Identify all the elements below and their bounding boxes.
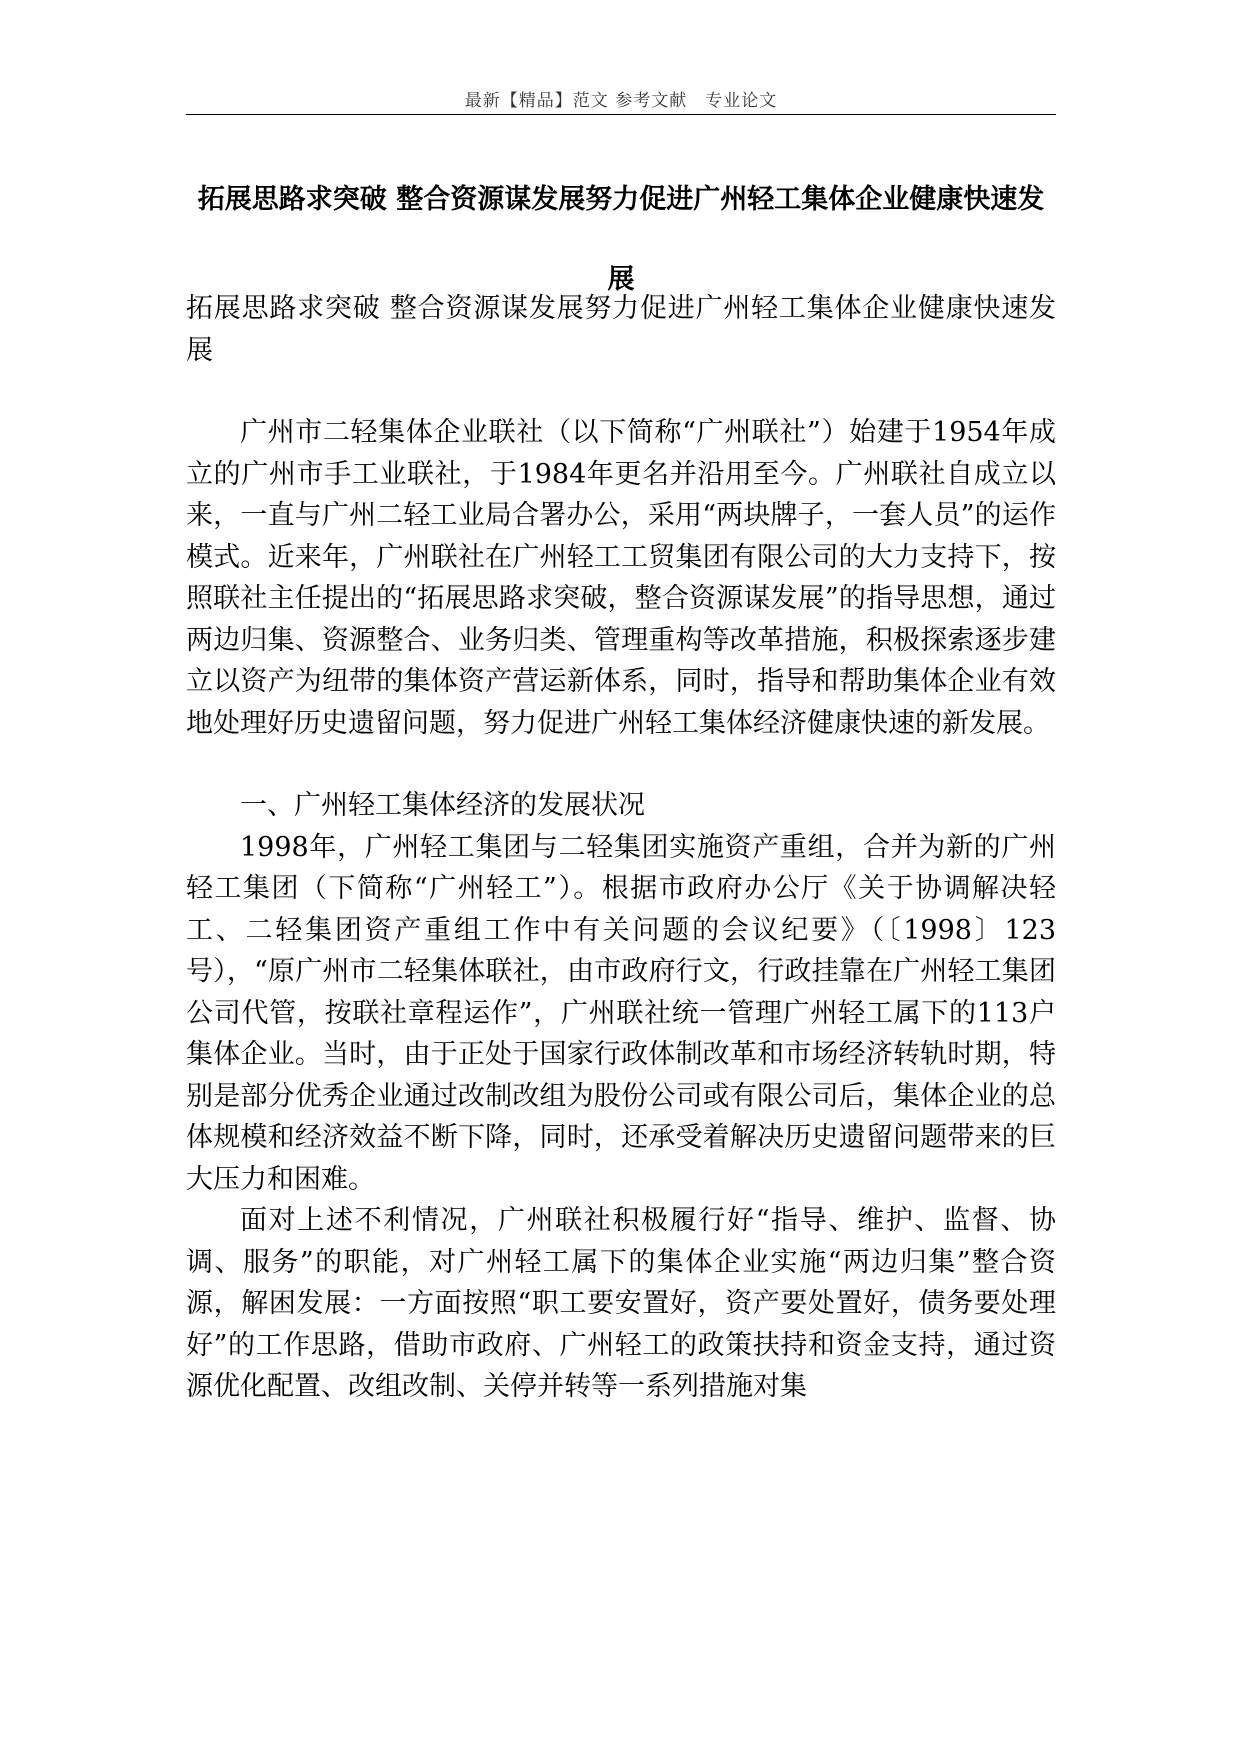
section-heading: 一、广州轻工集体经济的发展状况 xyxy=(240,790,645,821)
document-body xyxy=(186,288,1056,1408)
paragraph: 广州市二轻集体企业联社（以下简称“广州联社”）始建于1954年成立的广州市手工业联社，于1984年更名并沿用至今。广州联社自成立以来，一直与广州二轻工业局合署办公，采用“两块牌子，一套人员”的运作模式。近来年，广州联社在广州轻工工贸集团有限公司的大力支持下，按照联社主任提出的“拓展思路求突破，整合资源谋发展”的指导思想，通过两边归集、资源整合、业务归类、管理重构等改革措施，积极探索逐步建立以资产为纽带的集体资产营运新体系，同时，指导和帮助集体企业有效地处理好历史遗留问题，努力促进广州轻工集体经济健康快速的新发展。 xyxy=(186,417,1056,739)
document-subtitle: 拓展思路求突破 整合资源谋发展努力促进广州轻工集体企业健康快速发展 xyxy=(186,293,1056,366)
document-title: 拓展思路求突破 整合资源谋发展努力促进广州轻工集体企业健康快速发展 xyxy=(197,184,1045,295)
paragraph: 面对上述不利情况，广州联社积极履行好“指导、维护、监督、协调、服务”的职能，对广州轻工属下的集体企业实施“两边归集”整合资源，解困发展：一方面按照“职工要安置好，资产要处置好，债务要处理好”的工作思路，借助市政府、广州轻工的政策扶持和资金支持，通过资源优化配置、改组改制、关停并转等一系列措施对集 xyxy=(186,1205,1056,1402)
paragraph: 1998年，广州轻工集团与二轻集团实施资产重组，合并为新的广州轻工集团（下简称“广州轻工”）。根据市政府办公厅《关于协调解决轻工、二轻集团资产重组工作中有关问题的会议纪要》（〔1998〕123号），“原广州市二轻集体联社，由市政府行文，行政挂靠在广州轻工集团公司代管，按联社章程运作”，广州联社统一管理广州轻工属下的113户集体企业。当时，由于正处于国家行政体制改革和市场经济转轨时期，特别是部分优秀企业通过改制改组为股份公司或有限公司后，集体企业的总体规模和经济效益不断下降，同时，还承受着解决历史遗留问题带来的巨大压力和困难。 xyxy=(186,831,1056,1195)
page-header: 最新【精品】范文 参考文献 专业论文 xyxy=(464,91,778,111)
header-divider xyxy=(186,114,1056,115)
